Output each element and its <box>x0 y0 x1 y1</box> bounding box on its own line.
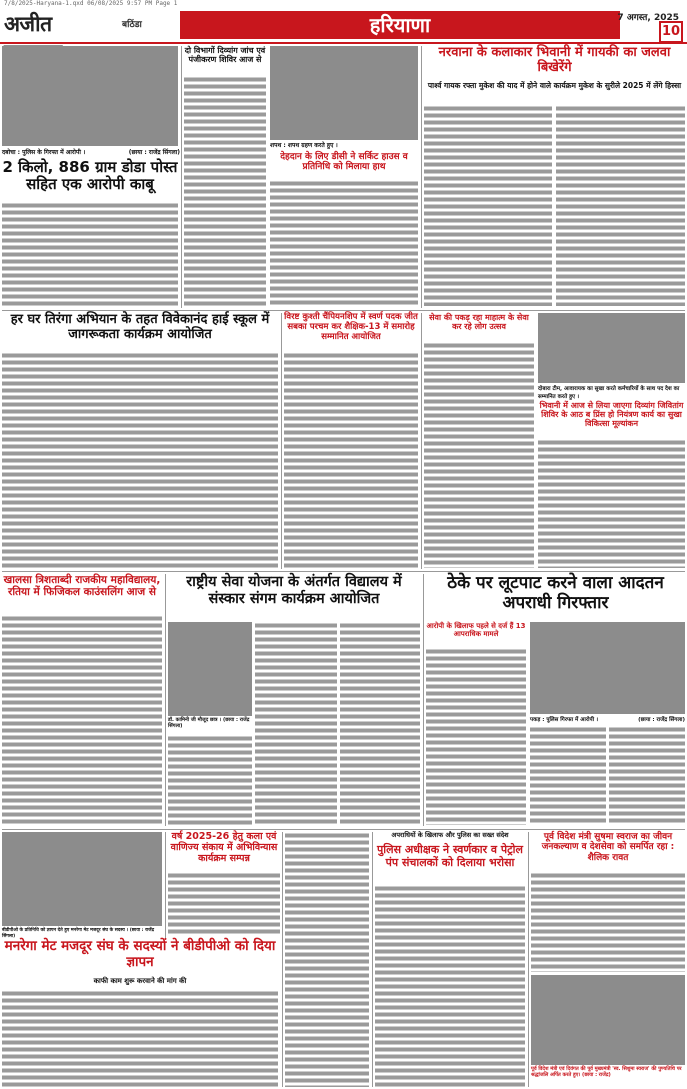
article-headline: पूर्व विदेश मंत्री सुषमा स्वराज का जीवन जनकल्याण व देशसेवा को समर्पित रहा : शैलिक रावत <box>541 832 675 863</box>
print-slug: 7/8/2025-Haryana-1.qxd 06/08/2025 9:57 PM Page 1 <box>4 0 178 7</box>
article-headline: राष्ट्रीय सेवा योजना के अंतर्गत विद्यालय में संस्कार संगम कार्यक्रम आयोजित <box>186 574 402 607</box>
article-body <box>2 990 278 1087</box>
article-body <box>556 105 685 306</box>
article-headline: मनरेगा मेट मजदूर संघ के सदस्यों ने बीडीपीओ को दिया ज्ञापन <box>4 938 276 970</box>
article-body <box>2 352 278 568</box>
article-headline: सेवा की पकड़ रहा माहात्म के सेवा कर रहे लोग उत्सव <box>429 313 529 332</box>
photo-credit: (छाया : राजेंद्र सिंगला) <box>2 928 155 939</box>
article-headline: हर घर तिरंगा अभियान के तहत विवेकानंद हाई स्कूल में जागरूकता कार्यक्रम आयोजित <box>10 312 270 342</box>
column-divider <box>421 46 422 308</box>
edition-city: बठिंडा <box>122 20 142 30</box>
photo-caption: पकड़ : पुलिस गिरफ्त में आरोपी । <box>530 717 599 723</box>
article-body <box>424 342 534 568</box>
section-title: हरियाणा <box>180 11 620 39</box>
accused-photo <box>530 622 685 714</box>
column-divider <box>423 574 424 826</box>
article-subheadline: आरोपी के खिलाफ पहले से दर्ज हैं 13 आपराधिक मामले <box>426 622 526 639</box>
photo-caption: शपथ : शपथ ग्रहण करते हुए । <box>270 142 338 149</box>
group-photo <box>270 46 418 140</box>
photo-caption: बीडीपीओ के प्रतिनिधि को ज्ञापन देते हुए मनरेगा मेट मजदूर संघ के सदस्य । (छाया : राजेंद्र सिंगला) <box>2 928 155 939</box>
article-body <box>609 726 685 825</box>
column-divider <box>282 832 283 1087</box>
article-headline: वर्ष 2025-26 हेतु कला एवं वाणिज्य संकाय में अभिविन्यास कार्यक्रम सम्पन्न <box>170 831 278 864</box>
page-number: 10 <box>659 21 683 43</box>
article-headline: नरवाना के कलाकार भिवानी में गायकी का जलवा बिखेरेंगे <box>438 45 671 75</box>
article-body <box>285 832 369 1087</box>
accused-photo <box>2 46 178 146</box>
masthead <box>0 9 687 41</box>
photo-caption: डॉ. कामिनी जी मौजूद छात्र । (छाया : राजेंद्र सिंगला) <box>168 717 250 729</box>
article-body <box>375 885 525 1087</box>
masthead-rule <box>0 42 687 44</box>
article-subheadline: अपराधियों के खिलाफ और पुलिस का सख्त संदेश <box>391 831 509 839</box>
column-divider <box>165 574 166 826</box>
article-body <box>424 105 552 306</box>
memorandum-photo <box>2 832 162 926</box>
column-divider <box>421 313 422 569</box>
article-headline: खालसा त्रिशताब्दी राजकीय महाविद्यालय, रतिया में फिजिकल काउंसलिंग आज से <box>3 574 161 599</box>
article-body <box>426 648 526 825</box>
article-headline: पुलिस अधीक्षक ने स्वर्णकार व पेट्रोल पंप संचालकों को दिलाया भरोसा <box>377 843 523 869</box>
article-body <box>168 872 280 936</box>
column-divider <box>281 313 282 569</box>
article-body <box>530 726 606 825</box>
column-divider <box>372 832 373 1087</box>
guest-photo <box>168 622 252 716</box>
row-divider <box>2 310 685 311</box>
article-body <box>531 872 685 972</box>
article-body <box>538 439 685 568</box>
article-headline: ठेके पर लूटपाट करने वाला आदतन अपराधी गिरफ्तार <box>447 573 664 613</box>
article-headline: दो विभागों दिव्यांग जांच एवं पंजीकरण शिविर आज से <box>184 46 266 65</box>
tribute-photo <box>531 975 685 1065</box>
photo-credit: (छाया : राजेंद्र सिंगला) <box>638 717 685 723</box>
article-headline: 2 किलो, 886 ग्राम डोडा पोस्त सहित एक आरोपी काबू <box>2 158 178 194</box>
article-body <box>2 615 162 825</box>
article-headline: विरष्ट कुश्ती चैंपियनशिप में स्वर्ण पदक जीत सबका परचम कर शैक्षिक-13 में समारोह सम्मानित आयोजित <box>284 312 418 342</box>
row-divider <box>2 829 685 830</box>
article-subheadline: काफी काम शुरू करवाने की मांग की <box>93 977 187 985</box>
article-body <box>270 180 418 306</box>
article-headline: भिवानी में आज से लिया जाएगा दिव्यांग जिवितांग शिविर के आठ ब प्रिंस हो नियंत्रण कार्य का सुखा विकित्सा मूल्यांकन <box>539 401 684 429</box>
row-divider <box>2 571 685 572</box>
article-body <box>340 622 420 825</box>
photo-credit: (छाया : राजेंद्र सिंगला) <box>128 149 180 156</box>
article-subheadline: पार्श्व गायक रफ्ता मुकेश की याद में होने वाले कार्यक्रम मुकेश के सुरीले 2025 में लेंगे हिस्सा <box>427 81 682 90</box>
event-photo <box>538 313 685 383</box>
article-body <box>284 352 418 568</box>
photo-caption: दोबारा टीम, आवारायक का सुखा करते कर्मचारियों के साथ पद देश का सम्मानित करते हुए । <box>538 386 680 400</box>
column-divider <box>165 832 166 938</box>
photo-credit: (छाया : राजेंद्र सिंगला) <box>168 717 250 729</box>
photo-caption: दबोचा : पुलिस के गिरफ्त में आरोपी । <box>2 149 86 156</box>
issue-date: 7 अगस्त, 2025 <box>617 13 679 23</box>
article-body <box>255 622 337 825</box>
photo-caption: पूर्व विदेश मंत्री एवं दिवंगत की पूर्व मुख्यमंत्री 'स्व. सिशुमा स्वराज' की पुण्यतिथि पर श्रद्धांजलि अर्पित करते हुए। (छाया : राजेंद्र) <box>531 1066 682 1078</box>
article-body <box>168 735 252 825</box>
column-divider <box>528 832 529 1087</box>
article-body <box>2 202 178 306</box>
newspaper-logo: अजीत <box>4 11 52 36</box>
article-body <box>184 76 266 306</box>
column-divider <box>181 46 182 308</box>
article-headline: देहदान के लिए डीसी ने सर्किट हाउस व प्रतिनिधि को मिलाया हाथ <box>280 152 408 173</box>
